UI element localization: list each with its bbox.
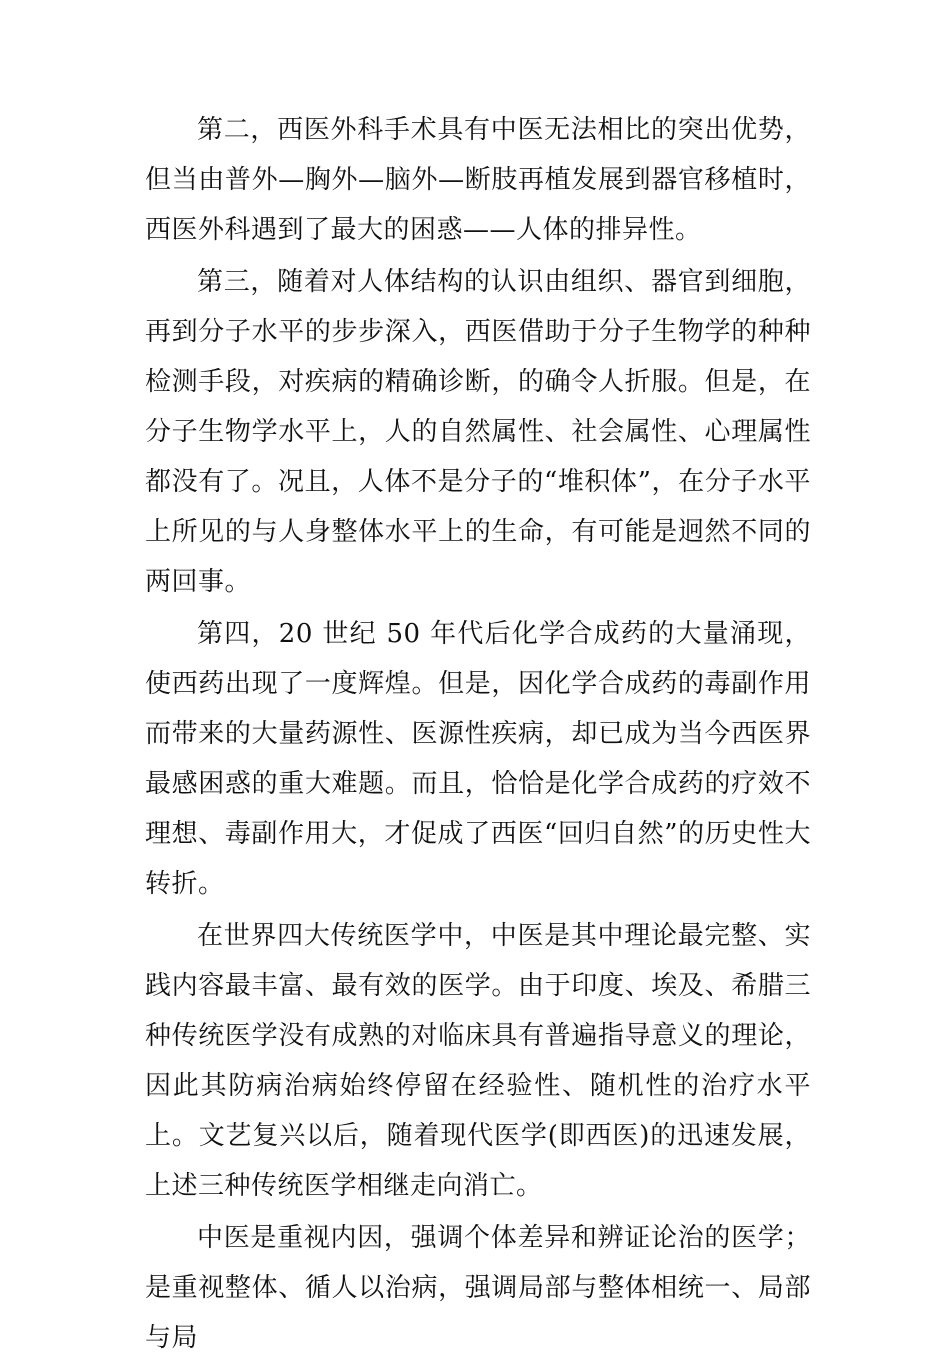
paragraph-traditional-medicine: 在世界四大传统医学中，中医是其中理论最完整、实践内容最丰富、最有效的医学。由于印度、埃及、希腊三种传统医学没有成熟的对临床具有普遍指导意义的理论，因此其防病治病始终停留在经验性、随机性的治疗水平上。文艺复兴以后，随着现代医学(即西医)的迅速发展，上述三种传统医学相继走向消亡。 [145, 921, 811, 1201]
paragraph-chemical-drugs: 第四，20 世纪 50 年代后化学合成药的大量涌现，使西药出现了一度辉煌。但是，因化学合成药的毒副作用而带来的大量药源性、医源性疾病，却已成为当今西医界最感困惑的重大难题。而且，恰恰是化学合成药的疗效不理想、毒副作用大，才促成了西医“回归自然”的历史性大转折。 [145, 619, 811, 899]
document-page [145, 105, 811, 1365]
paragraph-surgery: 第二，西医外科手术具有中医无法相比的突出优势，但当由普外—胸外—脑外—断肢再植发展到器官移植时，西医外科遇到了最大的困惑——人体的排异性。 [145, 115, 811, 245]
paragraph-molecular-biology: 第三，随着对人体结构的认识由组织、器官到细胞，再到分子水平的步步深入，西医借助于分子生物学的种种检测手段，对疾病的精确诊断，的确令人折服。但是，在分子生物学水平上，人的自然属性、社会属性、心理属性都没有了。况且，人体不是分子的“堆积体”，在分子水平上所见的与人身整体水平上的生命，有可能是迥然不同的两回事。 [145, 267, 811, 597]
paragraph-tcm-holism: 中医是重视内因，强调个体差异和辨证论治的医学；是重视整体、循人以治病，强调局部与整体相统一、局部与局 [145, 1223, 811, 1353]
